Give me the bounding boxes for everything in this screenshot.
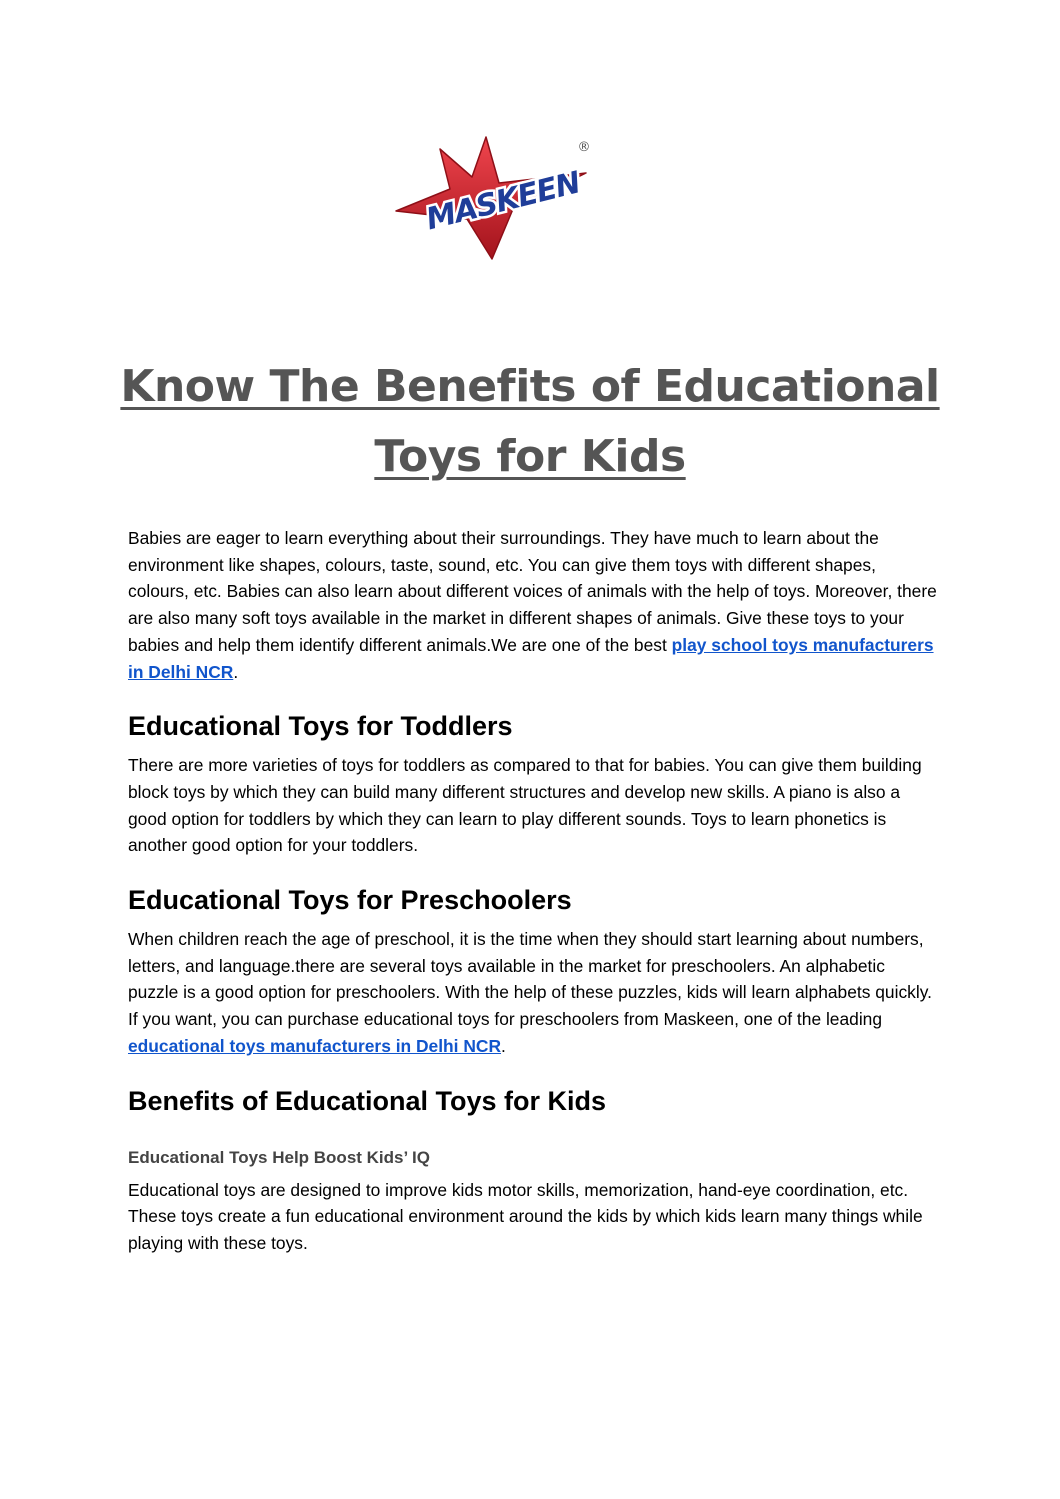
iq-subheading: Educational Toys Help Boost Kids’ IQ (128, 1147, 430, 1167)
preschoolers-paragraph (128, 926, 938, 1060)
intro-paragraph (128, 525, 938, 685)
registered-mark: ® (577, 140, 591, 155)
intro-text: Babies are eager to learn everything about their surroundings. They have much to learn about the environment like shapes, colours, taste, sound, etc. You can give them toys with different shapes, colours, etc. Babies can also learn about different voices of animals with the help of toys. Moreover, there are also many soft toys available in the market in different shapes of animals. Give these toys to your babies and help them identify different animals.We are one of the best (128, 528, 937, 655)
educational-toys-link[interactable]: educational toys manufacturers in Delhi NCR (128, 1035, 502, 1056)
article-body (128, 525, 938, 1257)
play-school-toys-link[interactable]: play school toys manufacturers in Delhi NCR (128, 634, 934, 682)
toddlers-heading: Educational Toys for Toddlers (128, 711, 513, 742)
preschoolers-text: When children reach the age of preschool, it is the time when they should start learning about numbers, letters, and language.there are several toys available in the market for preschoolers. An alphabetic puzzle is a good option for preschoolers. With the help of these puzzles, kids will learn alphabets quickly. If you want, you can purchase educational toys for preschoolers from Maskeen, one of the leading (128, 929, 932, 1030)
benefits-paragraph: Educational toys are designed to improve kids motor skills, memorization, hand-eye coordination, etc. These toys create a fun educational environment around the kids by which kids learn many things while playing with these toys. (128, 1179, 923, 1253)
brand-text: MASKEEN (422, 165, 584, 238)
title-line-1: Know The Benefits of Educational (120, 361, 940, 412)
intro-after: . (233, 661, 239, 682)
page-title (110, 352, 950, 492)
toddlers-paragraph: There are more varieties of toys for toddlers as compared to that for babies. You can give them building block toys by which they can build many different structures and develop new skills. A piano is also a good option for toddlers by which they can learn to play different sounds. Toys to learn phonetics is another good option for your toddlers. (128, 755, 922, 856)
star-logo-icon (388, 135, 593, 260)
maskeen-logo (388, 135, 593, 260)
title-line-2: Toys for Kids (374, 431, 686, 482)
preschoolers-heading: Educational Toys for Preschoolers (128, 885, 572, 916)
benefits-heading: Benefits of Educational Toys for Kids (128, 1085, 607, 1116)
preschoolers-after: . (501, 1035, 506, 1056)
